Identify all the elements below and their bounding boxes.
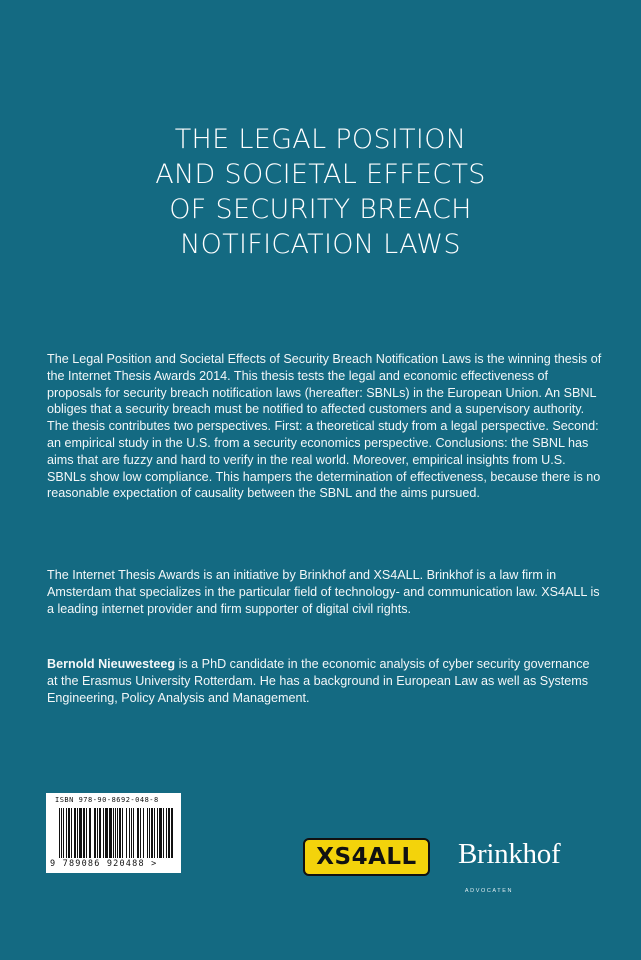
awards-text: The Internet Thesis Awards is an initiative by Brinkhof and XS4ALL. Brinkhof is a law firm in Amsterdam that specializes in the particular field of technology- and communication law. XS4ALL is a leading internet provider and firm supporter of digital civil rights. (47, 568, 600, 616)
isbn-barcode (46, 793, 181, 873)
brinkhof-logo: Brinkhof (458, 838, 561, 870)
title-line-4: NOTIFICATION LAWS (180, 229, 461, 260)
summary-text: The Legal Position and Societal Effects of Security Breach Notification Laws is the winning thesis of the Internet Thesis Awards 2014. This thesis tests the legal and economic effectiveness of proposals for security breach notification laws (hereafter: SBNLs) in the European Union. An SBNL obliges that a security breach must be notified to affected customers and a supervisory authority. The thesis contributes two perspectives. First: a theoretical study from a legal perspective. Second: an empirical study in the U.S. from a security economics perspective. Conclusions: the SBNL has aims that are fuzzy and hard to verify in the real world. Moreover, empirical insights from U.S. SBNLs show low compliance. This hampers the determination of effectiveness, because there is no reasonable expectation of causality between the SBNL and the aims pursued. (47, 352, 602, 501)
title-line-1: THE LEGAL POSITION (174, 124, 467, 155)
author-name: Bernold Nieuwesteeg (47, 657, 176, 671)
title-line-3: OF SECURITY BREACH (169, 194, 472, 225)
barcode-digits: 9 789086 920488 > (50, 859, 158, 869)
xs4all-logo (303, 838, 430, 876)
title-line-2: AND SOCIETAL EFFECTS (155, 159, 486, 190)
blurb-paragraph-summary (47, 351, 603, 502)
blurb-paragraph-awards (47, 567, 603, 617)
brinkhof-logo-subtitle: ADVOCATEN (464, 888, 514, 894)
isbn-label: ISBN 978-90-8692-048-8 (55, 796, 159, 804)
xs4all-logo-text: XS4ALL (316, 844, 417, 870)
author-text (47, 656, 603, 706)
barcode-space (173, 808, 174, 858)
blurb-paragraph-author (47, 656, 603, 706)
barcode-bars (59, 808, 174, 858)
book-title (40, 122, 601, 262)
author-bio: is a PhD candidate in the economic analysis of cyber security governance at the Erasmus University Rotterdam. He has a background in European Law as well as Systems Engineering, Policy Analysis and Management. (47, 657, 590, 705)
